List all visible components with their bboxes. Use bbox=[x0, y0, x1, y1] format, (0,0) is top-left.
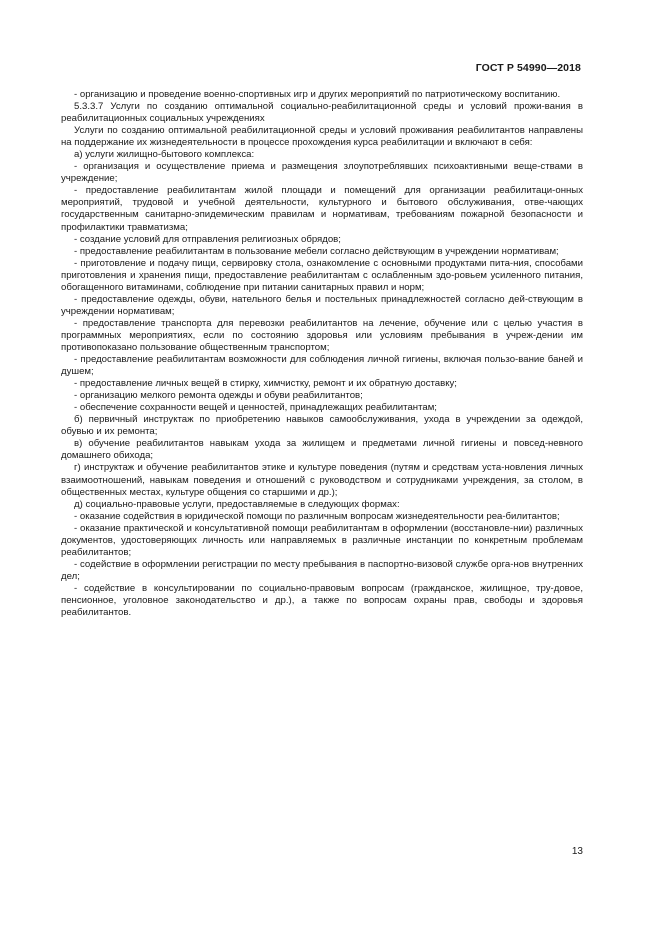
list-item: а) услуги жилищно-бытового комплекса: bbox=[74, 149, 255, 161]
list-item: - обеспечение сохранности вещей и ценностей, принадлежащих реабилитантам; bbox=[74, 402, 437, 414]
list-item: - содействие в консультировании по социально-правовым вопросам (гражданское, жилищное, тру-довое, пенсионное, уголовное законодательство и др.), а также по вопросам охраны прав, свободы и здоровья реабилитантов. bbox=[61, 582, 583, 619]
document-body bbox=[61, 89, 583, 619]
list-item: - предоставление реабилитантам возможности для соблюдения личной гигиены, включая пользо-вание баней и душем; bbox=[61, 354, 583, 378]
list-item: - предоставление личных вещей в стирку, химчистку, ремонт и их обратную доставку; bbox=[74, 378, 457, 390]
list-item: - предоставление транспорта для перевозки реабилитантов на лечение, обучение или с целью участия в программных мероприятиях, если по состоянию здоровья или условиям пребывания в учреж-дении им противопоказано пользование общественным транспортом; bbox=[61, 317, 583, 353]
page-number: 13 bbox=[571, 846, 583, 857]
paragraph: - организацию и проведение военно-спортивных игр и других мероприятий по патриотическому воспитанию. bbox=[74, 89, 561, 100]
list-item: - содействие в оформлении регистрации по месту пребывания в паспортно-визовой службе орга-нов внутренних дел; bbox=[61, 558, 583, 582]
list-item: в) обучение реабилитантов навыкам ухода за жилищем и предметами личной гигиены и повсед-невного домашнего обихода; bbox=[61, 438, 583, 462]
list-item: г) инструктаж и обучение реабилитантов этике и культуре поведения (путям и средствам уста-новления личных взаимоотношений, навыкам поведения и отношений с руководством и сотрудниками учреждения, за столом, в общественных местах, культуре общения со старшими и др.); bbox=[61, 462, 583, 498]
document-header: ГОСТ Р 54990—2018 bbox=[475, 62, 581, 74]
list-item: - предоставление реабилитантам в пользование мебели согласно действующим в учреждении нормативам; bbox=[74, 245, 559, 257]
list-item: - создание условий для отправления религиозных обрядов; bbox=[74, 233, 341, 245]
list-item: - организация и осуществление приема и размещения злоупотреблявших психоактивными веще-ствами в учреждение; bbox=[61, 161, 583, 185]
paragraph: Услуги по созданию оптимальной реабилитационной среды и условий проживания реабилитантов направлены на поддержание их жизнедеятельности в процессе прохождения курса реабилитации и включают в себя: bbox=[61, 125, 583, 149]
list-item: - предоставление реабилитантам жилой площади и помещений для организации реабилитаци-онных мероприятий, трудовой и учебной деятельности, культурного и бытового обслуживания, отве-чающих государственным санитарно-эпидемическим правилам и нормативам, требованиям пожарной безопасности и профилактики травматизма; bbox=[61, 185, 583, 233]
list-item: - организацию мелкого ремонта одежды и обуви реабилитантов; bbox=[74, 390, 363, 402]
section-heading: 5.3.3.7 Услуги по созданию оптимальной социально-реабилитационной среды и условий прожи-вания в реабилитационных социальных учреждениях bbox=[61, 101, 583, 125]
list-item: д) социально-правовые услуги, предоставляемые в следующих формах: bbox=[74, 498, 400, 510]
list-item: - оказание практической и консультативной помощи реабилитантам в оформлении (восстановле-нии) различных документов, удостоверяющих личность или направляемых в различные инстанции по конкретным проблемам реабилитантов; bbox=[61, 522, 583, 558]
list-item: - оказание содействия в юридической помощи по различным вопросам жизнедеятельности реа-билитантов; bbox=[74, 510, 560, 522]
list-item: - предоставление одежды, обуви, нательного белья и постельных принадлежностей согласно дей-ствующим в учреждении нормативам; bbox=[61, 293, 583, 317]
list-item: - приготовление и подачу пищи, сервировку стола, ознакомление с основными продуктами пита-ния, способами приготовления и хранения пищи, предоставление реабилитантам с ослабленным здо-ровьем усиленного питания, обогащенного витаминами, соблюдение при питании санитарных правил и норм; bbox=[61, 257, 583, 293]
list-item: б) первичный инструктаж по приобретению навыков самообслуживания, ухода в учреждении за одеждой, обувью и их ремонта; bbox=[61, 414, 583, 438]
